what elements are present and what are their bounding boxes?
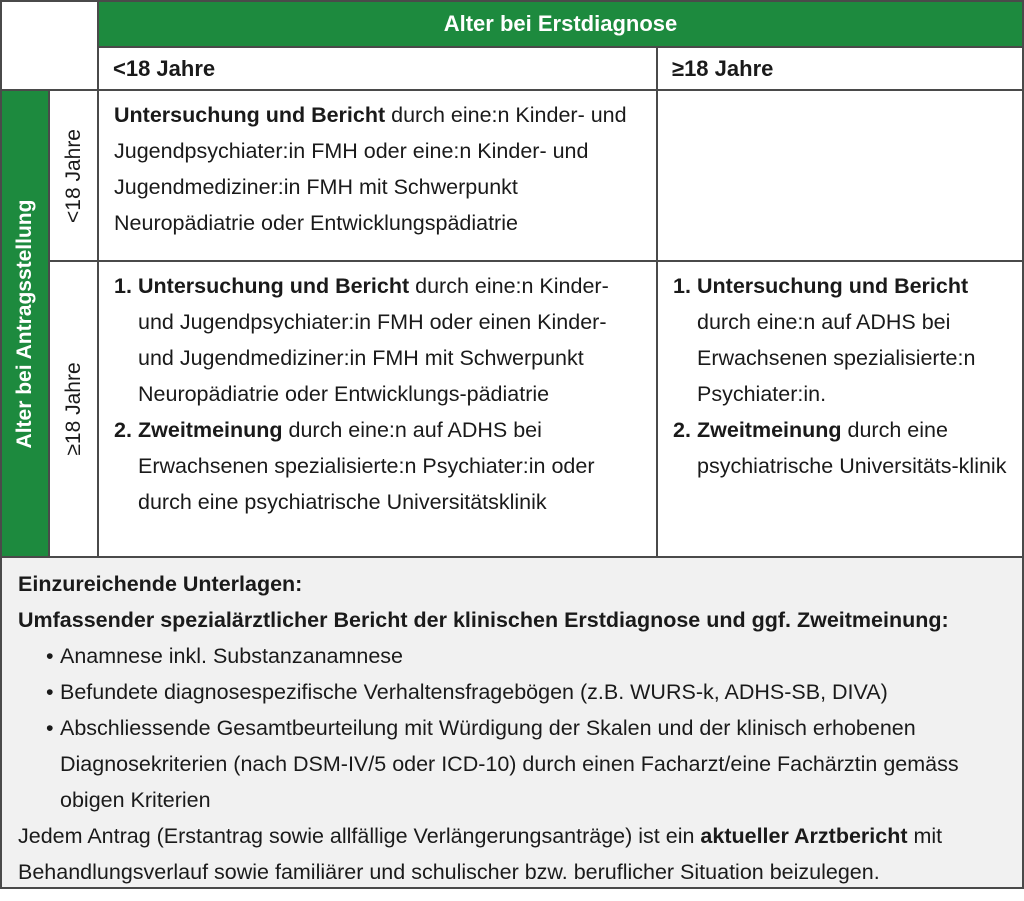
item-number: 2.: [673, 418, 691, 442]
cell-bold: Untersuchung und Bericht: [114, 103, 386, 127]
side-header-antragsstellung: [0, 89, 50, 558]
item-text: durch eine:n auf ADHS bei Erwachsenen spezialisierte:n Psychiater:in oder durch eine psychiatrische Universitätsklinik: [138, 418, 595, 514]
header-col-under18: [97, 46, 658, 91]
list-item: [114, 412, 642, 520]
row-over18-label: ≥18 Jahre: [61, 362, 85, 456]
item-number: 1.: [114, 274, 132, 298]
cell-under18-under18: [97, 89, 658, 262]
item-bold: Zweitmeinung: [138, 418, 283, 442]
list-item: [673, 412, 1008, 484]
cell-over18-under18-list: [99, 262, 656, 520]
col-over18-label: ≥18 Jahre: [672, 55, 774, 81]
footer-bullet-list: [18, 638, 1008, 818]
side-title: Alter bei Antragsstellung: [13, 199, 36, 448]
list-item: [673, 268, 1008, 412]
item-number: 1.: [673, 274, 691, 298]
row-label-under18: [48, 89, 99, 262]
cell-over18-over18: [656, 260, 1024, 558]
header-alter-bei-erstdiagnose: [97, 0, 1024, 48]
cell-over18-over18-list: [658, 262, 1022, 484]
footer-heading-1: Einzureichende Unterlagen:: [18, 572, 303, 596]
closing-bold: aktueller Arztbericht: [700, 824, 908, 848]
cell-text: durch eine:n Kinder- und Jugendpsychiater:in FMH oder eine:n Kinder- und Jugendmediziner:in FMH mit Schwerpunkt Neuropädiatrie oder Entwicklungspädiatrie: [114, 103, 627, 235]
item-bold: Untersuchung und Bericht: [697, 274, 969, 298]
col-under18-label: <18 Jahre: [113, 55, 216, 81]
header-col-over18: [656, 46, 1024, 91]
closing-post: mit Behandlungsverlauf sowie familiärer und schulischer bzw. beruflicher Situation beizulegen.: [18, 824, 943, 884]
closing-pre: Jedem Antrag (Erstantrag sowie allfällige Verlängerungsanträge) ist ein: [18, 824, 701, 848]
list-item: [114, 268, 642, 412]
row-under18-label: <18 Jahre: [61, 128, 85, 223]
corner-cell: [0, 0, 99, 91]
header-title: Alter bei Erstdiagnose: [443, 11, 678, 36]
item-number: 2.: [114, 418, 132, 442]
item-bold: Zweitmeinung: [697, 418, 842, 442]
cell-under18-under18-text: [99, 91, 656, 241]
footer-heading-2: Umfassender spezialärztlicher Bericht der klinischen Erstdiagnose und ggf. Zweitmeinung:: [18, 608, 949, 632]
bullet-item: • Anamnese inkl. Substanzanamnese: [46, 638, 1008, 674]
item-text: durch eine:n Kinder- und Jugendpsychiater:in FMH oder einen Kinder- und Jugendmediziner:in FMH mit Schwerpunkt Neuropädiatrie oder Entwicklungs-pädiatrie: [138, 274, 609, 406]
cell-under18-over18-empty: [656, 89, 1024, 262]
bullet-item: • Abschliessende Gesamtbeurteilung mit Würdigung der Skalen und der klinisch erhobenen Diagnosekriterien (nach DSM-IV/5 oder ICD-10) durch einen Facharzt/eine Fachärztin gemäss obigen Kriterien: [46, 710, 1008, 818]
item-text: durch eine:n auf ADHS bei Erwachsenen spezialisierte:n Psychiater:in.: [697, 310, 976, 406]
row-label-over18: [48, 260, 99, 558]
item-text: durch eine psychiatrische Universitäts-klinik: [697, 418, 1007, 478]
cell-over18-under18: [97, 260, 658, 558]
bullet-item: • Befundete diagnosespezifische Verhaltensfragebögen (z.B. WURS-k, ADHS-SB, DIVA): [46, 674, 1008, 710]
footer-closing-text: [18, 818, 1008, 890]
item-bold: Untersuchung und Bericht: [138, 274, 410, 298]
footer-documents: [0, 556, 1024, 889]
